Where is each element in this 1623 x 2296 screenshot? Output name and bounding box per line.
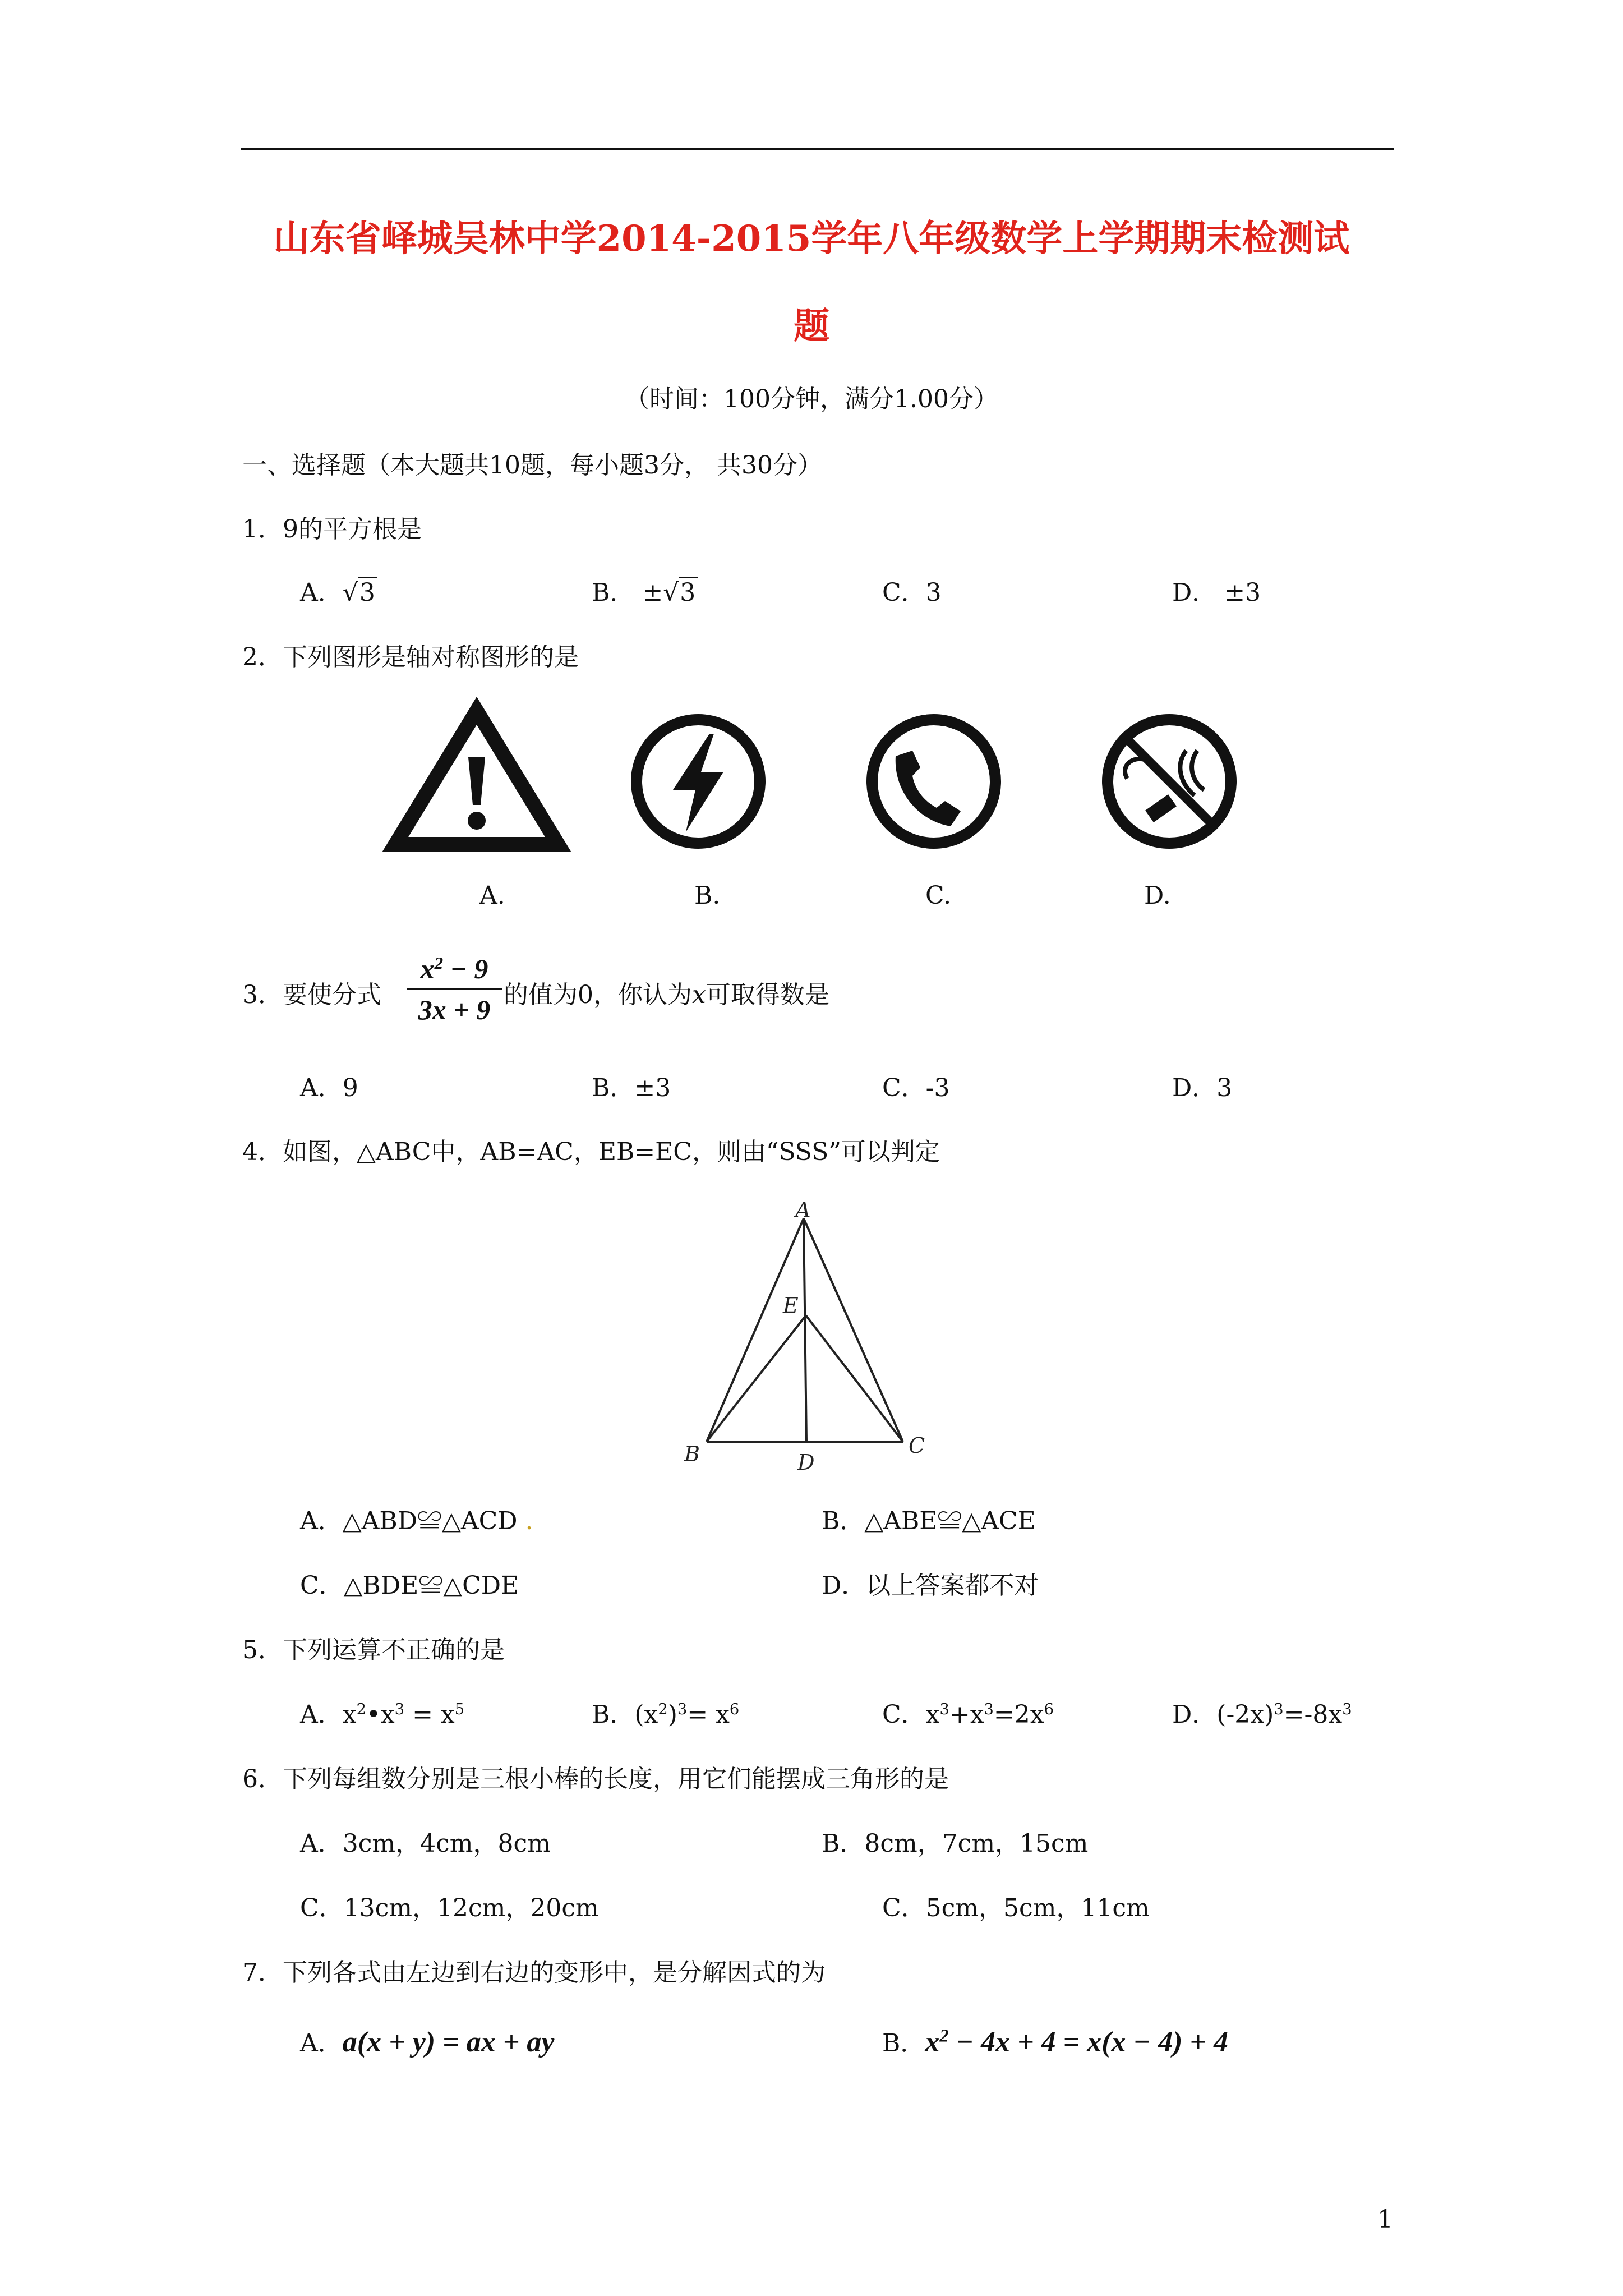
q3-stem-suffix: 的值为0，你认为x可取得数是 — [504, 981, 829, 1009]
q2-label-d: D. — [1144, 881, 1171, 910]
subtitle: （时间：100分钟，满分1.00分） — [625, 385, 998, 413]
q5-option-b: B．$(x^2)^3= x^6$ — [592, 1700, 740, 1729]
q3-option-d: D．3 — [1172, 1074, 1233, 1102]
sqrt-symbol: √3 — [663, 581, 698, 605]
section-heading: 一、选择题（本大题共10题，每小题3分， 共30分） — [242, 451, 822, 480]
fraction-numerator: $x^2 - 9$ — [420, 953, 488, 984]
q2-stem: 2．下列图形是轴对称图形的是 — [242, 643, 579, 671]
telephone-circle-icon — [861, 711, 1007, 852]
label-E: E — [783, 1293, 799, 1318]
no-smoking-icon — [1096, 711, 1242, 852]
warning-triangle-icon — [390, 704, 564, 850]
q7-stem: 7．下列各式由左边到右边的变形中，是分解因式的为 — [242, 1958, 826, 1987]
q6-option-d: C．5cm，5cm，11cm — [882, 1894, 1150, 1922]
q5-stem: 5．下列运算不正确的是 — [242, 1636, 505, 1664]
q1-option-a: A．√3 — [300, 581, 377, 605]
q3-option-a: A．9 — [300, 1074, 358, 1102]
label-A: A — [795, 1198, 811, 1222]
q4-stem: 4．如图，△ABC中，AB=AC，EB=EC，则由“SSS”可以判定 — [242, 1138, 940, 1166]
fraction-denominator: 3x + 9 — [418, 994, 491, 1025]
q1-option-d: D． ±3 — [1172, 578, 1261, 607]
q1-option-b: B． ±√3 — [592, 581, 698, 605]
q6-option-a: A．3cm，4cm，8cm — [300, 1829, 551, 1858]
q3-fraction — [407, 955, 502, 1024]
q3-option-b: B．±3 — [592, 1074, 671, 1102]
q7-option-a: A．a(x + y) = ax + ay — [300, 2026, 555, 2058]
fraction-bar — [407, 988, 502, 990]
label-D: D — [797, 1450, 815, 1475]
q6-option-b: B．8cm，7cm，15cm — [822, 1829, 1089, 1858]
q4-option-d: D．以上答案都不对 — [822, 1571, 1039, 1600]
q4-option-b: B．△ABE≌△ACE — [822, 1507, 1036, 1535]
q4-option-a: A．△ABD≌△ACD . — [300, 1507, 533, 1535]
q2-label-a: A. — [479, 881, 505, 910]
q2-label-b: B. — [694, 881, 721, 910]
q2-label-c: C. — [925, 881, 952, 910]
q4-option-c: C．△BDE≌△CDE — [300, 1571, 519, 1600]
label-C: C — [909, 1433, 925, 1458]
lightning-circle-icon — [625, 711, 771, 852]
q1-stem: 1．9的平方根是 — [242, 515, 422, 544]
q5-option-d: D．$(-2x)^3=-8x^3$ — [1172, 1700, 1352, 1729]
label-B: B — [684, 1442, 700, 1466]
q5-option-a: A．$x^2•x^3 = x^5$ — [300, 1700, 465, 1729]
title-line-1: 山东省峄城吴林中学2014-2015学年八年级数学上学期期末检测试 — [273, 218, 1350, 260]
q1-option-c: C．3 — [882, 578, 942, 607]
page-number: 1 — [1377, 2205, 1393, 2234]
title-line-2: 题 — [794, 305, 829, 347]
header-rule — [241, 148, 1394, 150]
q6-stem: 6．下列每组数分别是三根小棒的长度，用它们能摆成三角形的是 — [242, 1765, 949, 1793]
q3-stem-prefix: 3．要使分式 — [242, 981, 381, 1009]
sqrt-symbol: √3 — [343, 581, 377, 605]
q3-option-c: C．-3 — [882, 1074, 950, 1102]
q5-option-c: C．$x^3+x^3=2x^6$ — [882, 1700, 1054, 1729]
q7-option-b: B．$x^2 - 4x + 4 = x(x - 4) + 4$ — [882, 2025, 1229, 2058]
triangle-figure — [673, 1200, 931, 1481]
q6-option-c: C．13cm，12cm，20cm — [300, 1894, 599, 1922]
